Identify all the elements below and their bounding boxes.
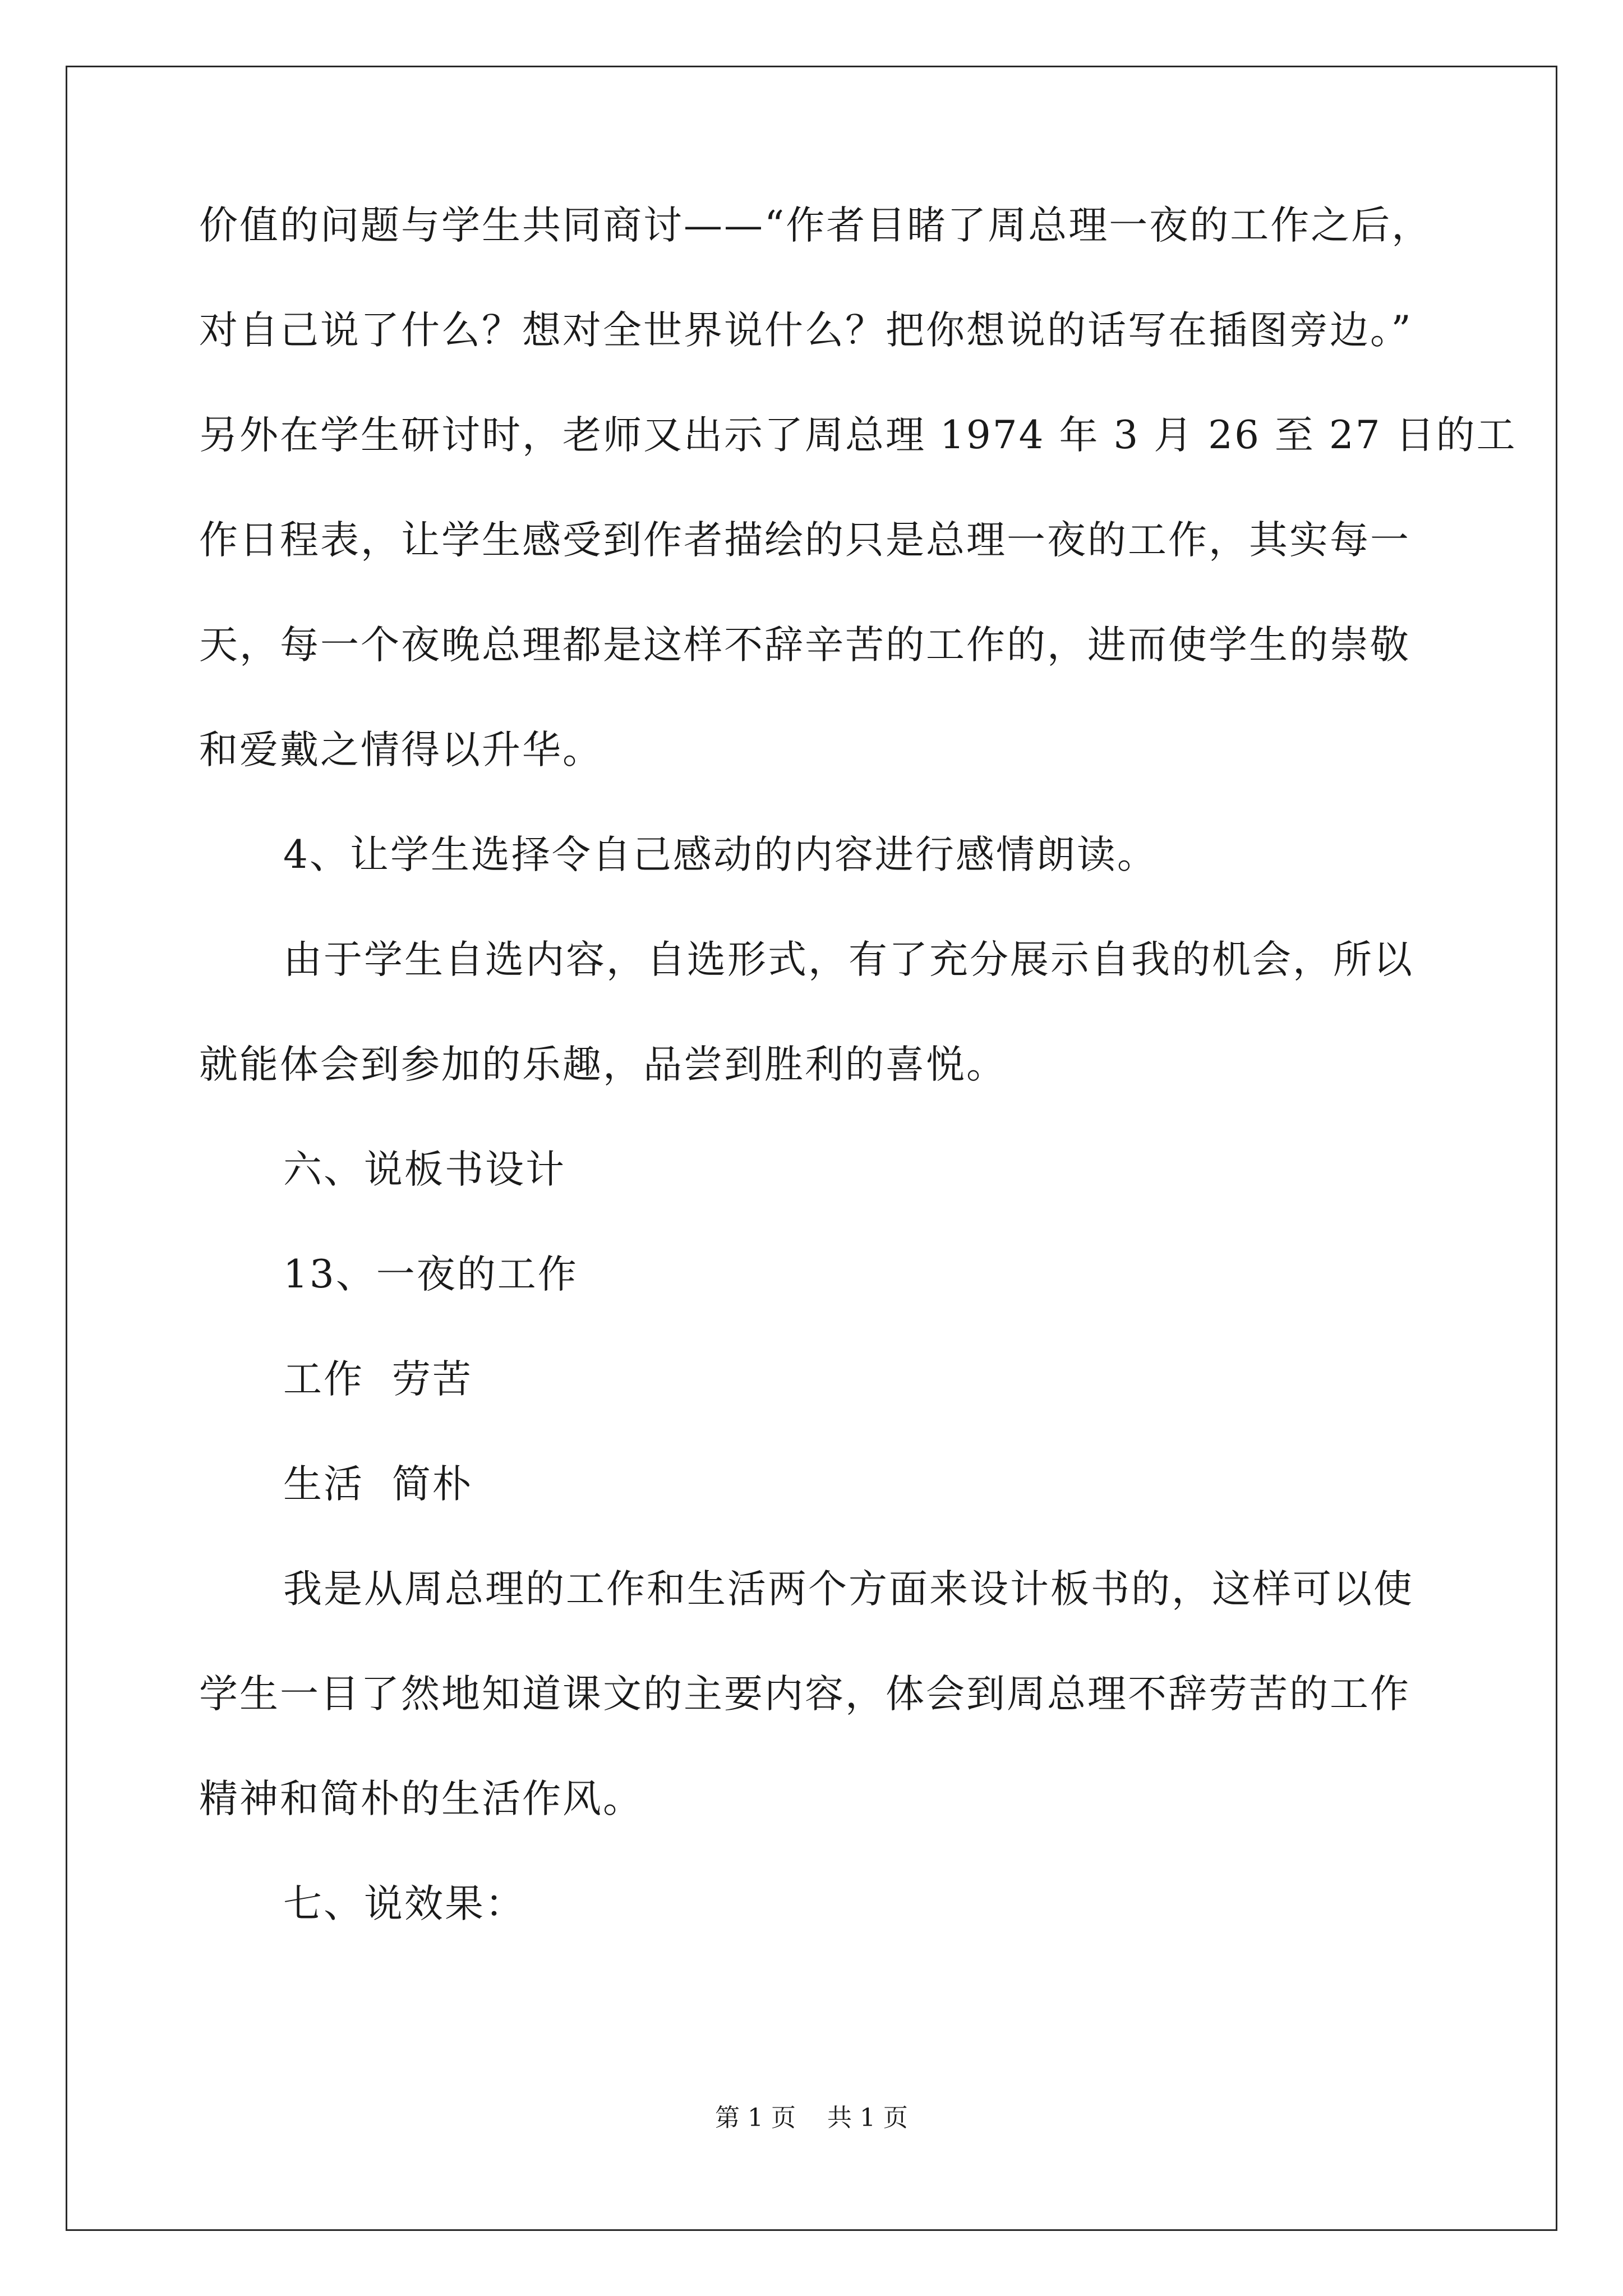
text-line: 精神和简朴的生活作风。 xyxy=(199,1777,643,1821)
text-line: 就能体会到参加的乐趣，品尝到胜利的喜悦。 xyxy=(199,1042,1007,1087)
text-line: 由于学生自选内容，自选形式，有了充分展示自我的机会，所以 xyxy=(283,937,1414,982)
text-line: 另外在学生研讨时，老师又出示了周总理 1974 年 3 月 26 至 27 日的工 xyxy=(199,413,1517,458)
text-line: 和爱戴之情得以升华。 xyxy=(199,728,603,772)
text-line: 天，每一个夜晚总理都是这样不辞辛苦的工作的，进而使学生的崇敬 xyxy=(199,623,1410,668)
board-title: 13、一夜的工作 xyxy=(283,1252,578,1297)
text-line: 作日程表，让学生感受到作者描绘的只是总理一夜的工作，其实每一 xyxy=(199,518,1410,563)
text-line: 对自己说了什么？想对全世界说什么？把你想说的话写在插图旁边。” xyxy=(199,308,1413,353)
text-line: 价值的问题与学生共同商讨——“作者目睹了周总理一夜的工作之后， xyxy=(199,203,1432,248)
text-line: 4、让学生选择令自己感动的内容进行感情朗读。 xyxy=(283,832,1158,877)
text-line: 我是从周总理的工作和生活两个方面来设计板书的，这样可以使 xyxy=(283,1567,1414,1612)
page-number-footer: 第 1 页 共 1 页 xyxy=(715,2104,908,2132)
board-item: 工作 劳苦 xyxy=(283,1357,473,1402)
text-line: 学生一目了然地知道课文的主要内容，体会到周总理不辞劳苦的工作 xyxy=(199,1672,1410,1717)
section-heading: 七、说效果： xyxy=(283,1881,525,1926)
section-heading: 六、说板书设计 xyxy=(283,1147,566,1192)
board-item: 生活 简朴 xyxy=(283,1462,473,1507)
